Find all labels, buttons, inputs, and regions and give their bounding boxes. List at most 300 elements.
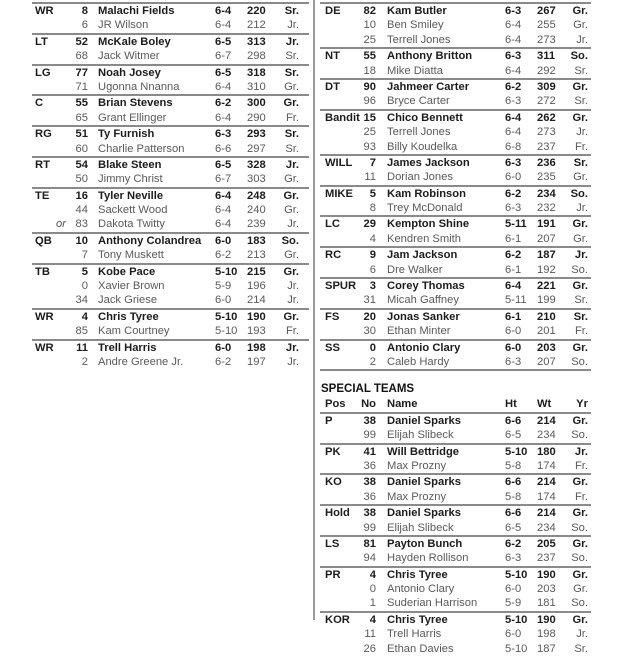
- player-height: 5-8: [505, 459, 522, 472]
- starter-row: [320, 156, 591, 170]
- player-height: 6-6: [505, 414, 522, 427]
- jersey-number: 51: [75, 128, 88, 141]
- backup-row: [32, 355, 309, 369]
- player-name: Daniel Sparks: [387, 414, 461, 427]
- player-year: Jr.: [287, 355, 299, 368]
- jersey-number: 29: [363, 218, 376, 231]
- position-group: [32, 308, 309, 339]
- player-weight: 198: [537, 628, 556, 641]
- position-label: WILL: [325, 156, 353, 169]
- player-name: Daniel Sparks: [387, 476, 461, 489]
- jersey-number: 3: [369, 280, 376, 293]
- player-name: Andre Greene Jr.: [98, 355, 184, 368]
- jersey-number: 60: [75, 142, 88, 155]
- player-weight: 207: [537, 355, 556, 368]
- header-ht: Ht: [505, 398, 517, 411]
- player-name: Ben Smiley: [387, 19, 444, 32]
- position-group: [320, 504, 591, 535]
- player-weight: 203: [537, 583, 556, 596]
- player-name: Will Bettridge: [387, 445, 459, 458]
- player-year: Gr.: [572, 568, 588, 581]
- player-weight: 196: [247, 280, 266, 293]
- starter-row: [320, 537, 591, 551]
- player-year: Fr.: [574, 459, 588, 472]
- starter-row: [320, 341, 591, 355]
- position-label: KO: [325, 476, 342, 489]
- player-name: Terrell Jones: [387, 126, 451, 139]
- player-weight: 214: [537, 414, 556, 427]
- player-name: Kam Robinson: [387, 187, 466, 200]
- player-height: 6-4: [505, 19, 522, 32]
- player-weight: 203: [537, 341, 556, 354]
- player-height: 6-4: [215, 19, 232, 32]
- player-name: Max Prozny: [387, 490, 447, 503]
- jersey-number: 65: [75, 111, 88, 124]
- jersey-number: 4: [369, 613, 376, 626]
- jersey-number: 10: [363, 19, 376, 32]
- player-weight: 298: [247, 50, 266, 63]
- player-name: Chris Tyree: [387, 613, 448, 626]
- player-year: Sr.: [285, 50, 299, 63]
- player-height: 6-3: [505, 552, 522, 565]
- player-height: 6-4: [215, 189, 232, 202]
- player-height: 6-7: [215, 173, 232, 186]
- player-height: 6-0: [505, 325, 522, 338]
- player-name: Tony Muskett: [98, 249, 164, 262]
- player-name: Blake Steen: [98, 158, 162, 171]
- backup-row: [320, 596, 591, 610]
- player-height: 6-2: [215, 249, 232, 262]
- player-height: 6-4: [505, 33, 522, 46]
- position-label: WR: [35, 310, 54, 323]
- player-year: Gr.: [283, 310, 299, 323]
- starter-row: [320, 506, 591, 520]
- starter-row: [32, 310, 309, 324]
- jersey-number: 30: [363, 325, 376, 338]
- jersey-number: 44: [75, 204, 88, 217]
- player-year: Gr.: [572, 80, 588, 93]
- jersey-number: 68: [75, 50, 88, 63]
- player-year: Gr.: [572, 613, 588, 626]
- player-weight: 236: [537, 156, 556, 169]
- player-name: Tyler Neville: [98, 189, 164, 202]
- backup-row: [32, 172, 309, 186]
- jersey-number: 41: [363, 445, 376, 458]
- player-year: Jr.: [287, 280, 299, 293]
- player-height: 6-2: [505, 80, 522, 93]
- player-height: 6-0: [505, 171, 522, 184]
- player-name: Xavier Brown: [98, 280, 165, 293]
- backup-row: [320, 263, 591, 277]
- player-height: 6-4: [215, 5, 232, 17]
- player-year: Sr.: [284, 5, 299, 17]
- position-label: Hold: [325, 507, 350, 520]
- player-weight: 198: [247, 341, 266, 354]
- player-weight: 183: [247, 234, 266, 247]
- player-year: Gr.: [283, 189, 299, 202]
- jersey-number: 0: [369, 341, 376, 354]
- jersey-number: 2: [369, 355, 376, 368]
- player-year: So.: [571, 429, 588, 442]
- starter-row: [320, 80, 591, 94]
- jersey-number: 99: [363, 521, 376, 534]
- jersey-number: 94: [363, 552, 376, 565]
- player-weight: 205: [537, 537, 556, 550]
- player-year: Jr.: [285, 35, 299, 48]
- player-weight: 214: [537, 507, 556, 520]
- player-weight: 293: [247, 128, 266, 141]
- position-group: [320, 246, 591, 277]
- player-weight: 187: [537, 249, 556, 262]
- starter-row: [32, 4, 309, 18]
- backup-row: [320, 551, 591, 565]
- position-label: TE: [35, 189, 50, 202]
- player-name: Ugonna Nnanna: [98, 80, 180, 93]
- jersey-number: 20: [363, 310, 376, 323]
- player-weight: 220: [247, 5, 266, 17]
- player-weight: 267: [537, 5, 556, 17]
- player-name: McKale Boley: [98, 35, 171, 48]
- backup-row: [320, 627, 591, 641]
- player-weight: 214: [247, 294, 266, 307]
- player-year: Fr.: [285, 325, 299, 338]
- player-name: Elijah Slibeck: [387, 521, 454, 534]
- backup-row: [32, 279, 309, 293]
- jersey-number: 90: [363, 80, 376, 93]
- player-weight: 234: [537, 429, 556, 442]
- player-year: Gr.: [572, 476, 588, 489]
- backup-row: [320, 201, 591, 215]
- position-group: [320, 473, 591, 504]
- position-label: C: [35, 97, 44, 110]
- player-name: Terrell Jones: [387, 33, 451, 46]
- position-label: RG: [35, 128, 52, 141]
- jersey-number: 36: [363, 459, 376, 472]
- player-height: 6-6: [215, 142, 232, 155]
- player-weight: 197: [247, 355, 266, 368]
- player-year: So.: [570, 187, 588, 200]
- jersey-number: 93: [363, 140, 376, 153]
- player-weight: 207: [537, 232, 556, 245]
- jersey-number: 55: [75, 97, 88, 110]
- player-height: 6-4: [505, 126, 522, 139]
- player-weight: 190: [537, 613, 556, 626]
- player-height: 6-5: [215, 158, 232, 171]
- player-weight: 210: [537, 310, 556, 323]
- player-height: 6-6: [505, 507, 522, 520]
- jersey-number: 85: [75, 325, 88, 338]
- position-group: [320, 2, 591, 47]
- player-height: 6-3: [505, 355, 522, 368]
- player-name: Trell Harris: [98, 341, 157, 354]
- position-label: LC: [325, 218, 340, 231]
- backup-row: [320, 428, 591, 442]
- special-teams-header-row: [320, 397, 591, 411]
- player-name: Chris Tyree: [387, 568, 448, 581]
- jersey-number: 4: [369, 568, 376, 581]
- offense-depth-chart: [32, 2, 309, 369]
- backup-row: [320, 18, 591, 32]
- position-group: [32, 339, 309, 370]
- position-label: Bandit: [325, 111, 360, 124]
- player-year: Fr.: [574, 490, 588, 503]
- position-label: TB: [35, 265, 50, 278]
- player-weight: 309: [537, 80, 556, 93]
- player-name: Sackett Wood: [98, 204, 168, 217]
- player-year: Gr.: [283, 265, 299, 278]
- player-year: Gr.: [284, 80, 299, 93]
- player-year: So.: [571, 597, 588, 610]
- starter-row: [320, 445, 591, 459]
- player-weight: 255: [537, 19, 556, 32]
- player-year: So.: [571, 552, 588, 565]
- backup-row: [320, 94, 591, 108]
- position-group: [320, 535, 591, 566]
- player-height: 6-2: [215, 355, 232, 368]
- backup-row: [320, 642, 591, 656]
- player-weight: 311: [537, 50, 556, 63]
- player-year: So.: [281, 234, 299, 247]
- player-year: Jr.: [576, 33, 588, 46]
- jersey-number: 18: [363, 64, 376, 77]
- column-divider: [313, 0, 315, 620]
- player-height: 6-0: [505, 628, 522, 641]
- player-name: JR Wilson: [98, 19, 149, 32]
- player-height: 5-10: [215, 325, 238, 338]
- player-height: 6-4: [505, 280, 522, 293]
- player-height: 5-11: [505, 294, 527, 307]
- player-name: Caleb Hardy: [387, 355, 450, 368]
- position-group: [320, 154, 591, 185]
- player-weight: 318: [247, 66, 266, 79]
- player-weight: 303: [247, 173, 266, 186]
- starter-row: [32, 265, 309, 279]
- backup-row: [32, 248, 309, 262]
- player-name: Grant Ellinger: [98, 111, 167, 124]
- jersey-number: 11: [76, 341, 88, 354]
- player-weight: 234: [537, 187, 556, 200]
- backup-row: [320, 140, 591, 154]
- player-weight: 240: [247, 204, 266, 217]
- player-height: 6-5: [505, 429, 522, 442]
- defense-depth-chart: [320, 2, 591, 656]
- backup-row: [320, 521, 591, 535]
- player-weight: 192: [537, 263, 556, 276]
- starter-row: [320, 217, 591, 231]
- player-height: 6-3: [505, 156, 522, 169]
- position-group: [320, 47, 591, 78]
- jersey-number: 77: [75, 66, 88, 79]
- player-year: Fr.: [574, 140, 588, 153]
- position-label: DE: [325, 5, 341, 17]
- player-name: Dre Walker: [387, 263, 443, 276]
- player-year: Jr.: [287, 218, 299, 231]
- position-group: [32, 156, 309, 187]
- player-year: Gr.: [283, 97, 299, 110]
- backup-row: [32, 49, 309, 63]
- player-weight: 174: [537, 459, 556, 472]
- backup-row: [320, 293, 591, 307]
- jersey-number: 5: [81, 265, 88, 278]
- defense-bottom-rule: [320, 369, 591, 371]
- player-name: Ethan Davies: [387, 642, 454, 655]
- player-weight: 248: [247, 189, 266, 202]
- player-weight: 215: [247, 265, 266, 278]
- player-name: Bryce Carter: [387, 95, 450, 108]
- player-weight: 174: [537, 490, 556, 503]
- player-height: 5-10: [215, 310, 238, 323]
- position-label: RC: [325, 249, 342, 262]
- player-name: Charlie Patterson: [98, 142, 185, 155]
- player-name: Brian Stevens: [98, 97, 173, 110]
- starter-row: [32, 35, 309, 49]
- position-group: [320, 78, 591, 109]
- player-name: Jack Griese: [98, 294, 158, 307]
- jersey-number: 8: [369, 202, 376, 215]
- player-weight: 221: [537, 280, 556, 293]
- player-name: Elijah Slibeck: [387, 429, 454, 442]
- jersey-number: 99: [363, 429, 376, 442]
- starter-row: [320, 310, 591, 324]
- player-weight: 235: [537, 171, 556, 184]
- player-weight: 262: [537, 111, 556, 124]
- player-year: Gr.: [572, 111, 588, 124]
- jersey-number: 6: [81, 19, 88, 32]
- position-group: [32, 64, 309, 95]
- position-group: [320, 611, 591, 656]
- backup-row: [320, 324, 591, 338]
- player-year: So.: [571, 521, 588, 534]
- player-weight: 191: [537, 218, 556, 231]
- backup-row: [320, 170, 591, 184]
- backup-row: [32, 324, 309, 338]
- player-weight: 300: [247, 97, 266, 110]
- player-height: 6-4: [215, 204, 232, 217]
- player-height: 6-1: [505, 310, 522, 323]
- player-name: James Jackson: [387, 156, 470, 169]
- position-label: PK: [325, 445, 341, 458]
- player-name: Jonas Sanker: [387, 310, 460, 323]
- player-year: Jr.: [285, 158, 299, 171]
- jersey-number: 38: [363, 476, 376, 489]
- player-weight: 190: [247, 310, 266, 323]
- position-label: LG: [35, 66, 51, 79]
- player-weight: 201: [537, 325, 556, 338]
- backup-row: [32, 203, 309, 217]
- backup-row: [32, 217, 309, 231]
- player-height: 6-4: [505, 64, 522, 77]
- player-year: Sr.: [284, 66, 299, 79]
- jersey-number: 11: [364, 628, 376, 641]
- player-name: Corey Thomas: [387, 280, 465, 293]
- jersey-number: 83: [75, 218, 88, 231]
- player-weight: 234: [537, 521, 556, 534]
- jersey-number: 11: [364, 171, 376, 184]
- jersey-number: 1: [369, 597, 376, 610]
- player-name: Antonio Clary: [387, 341, 461, 354]
- player-name: Daniel Sparks: [387, 507, 461, 520]
- player-name: Max Prozny: [387, 459, 447, 472]
- player-height: 5-8: [505, 490, 522, 503]
- player-height: 5-9: [505, 597, 522, 610]
- player-year: Fr.: [285, 111, 299, 124]
- jersey-number: 26: [363, 642, 376, 655]
- starter-row: [320, 568, 591, 582]
- position-label: PR: [325, 568, 341, 581]
- player-name: Mike Diatta: [387, 64, 443, 77]
- player-height: 6-3: [505, 202, 522, 215]
- position-label: MIKE: [325, 187, 353, 200]
- position-label: KOR: [325, 613, 350, 626]
- starter-row: [320, 475, 591, 489]
- jersey-number: 7: [369, 156, 376, 169]
- player-name: Kempton Shine: [387, 218, 470, 231]
- position-group: [320, 185, 591, 216]
- jersey-number: 31: [363, 294, 376, 307]
- jersey-number: 55: [363, 50, 376, 63]
- jersey-number: 10: [75, 234, 88, 247]
- backup-row: [320, 490, 591, 504]
- player-year: Gr.: [573, 583, 588, 596]
- starter-row: [32, 158, 309, 172]
- player-weight: 213: [247, 249, 266, 262]
- player-year: Gr.: [572, 414, 588, 427]
- player-height: 6-4: [215, 218, 232, 231]
- player-year: Sr.: [573, 310, 588, 323]
- jersey-number: 0: [81, 280, 88, 293]
- starter-row: [320, 187, 591, 201]
- player-weight: 272: [537, 95, 556, 108]
- jersey-number: 50: [75, 173, 88, 186]
- starter-row: [32, 66, 309, 80]
- player-height: 6-2: [215, 97, 232, 110]
- player-height: 6-0: [215, 294, 232, 307]
- header-yr: Yr: [576, 398, 588, 411]
- player-weight: 187: [537, 642, 556, 655]
- player-year: Sr.: [574, 294, 588, 307]
- jersey-number: 96: [363, 95, 376, 108]
- jersey-number: 5: [369, 187, 376, 200]
- player-year: Sr.: [285, 142, 299, 155]
- player-height: 6-4: [215, 111, 232, 124]
- position-group: [320, 308, 591, 339]
- jersey-number: 0: [369, 583, 376, 596]
- position-label: WR: [35, 341, 54, 354]
- player-name: Billy Koudelka: [387, 140, 458, 153]
- starter-row: [320, 111, 591, 125]
- player-year: Jr.: [287, 19, 299, 32]
- jersey-number: 71: [75, 80, 88, 93]
- position-label: FS: [325, 310, 340, 323]
- position-group: [32, 94, 309, 125]
- player-weight: 273: [537, 33, 556, 46]
- position-group: [320, 109, 591, 154]
- starter-row: [320, 279, 591, 293]
- player-height: 5-9: [215, 280, 232, 293]
- position-label: WR: [35, 5, 54, 17]
- player-name: Kam Courtney: [98, 325, 170, 338]
- player-name: Antonio Clary: [387, 583, 455, 596]
- player-year: Gr.: [572, 280, 588, 293]
- player-weight: 328: [247, 158, 266, 171]
- position-group: [32, 33, 309, 64]
- player-height: 6-0: [215, 234, 232, 247]
- player-weight: 212: [247, 19, 266, 32]
- player-name: Trey McDonald: [387, 202, 463, 215]
- position-label: RT: [35, 158, 50, 171]
- player-weight: 190: [537, 568, 556, 581]
- player-name: Kobe Pace: [98, 265, 156, 278]
